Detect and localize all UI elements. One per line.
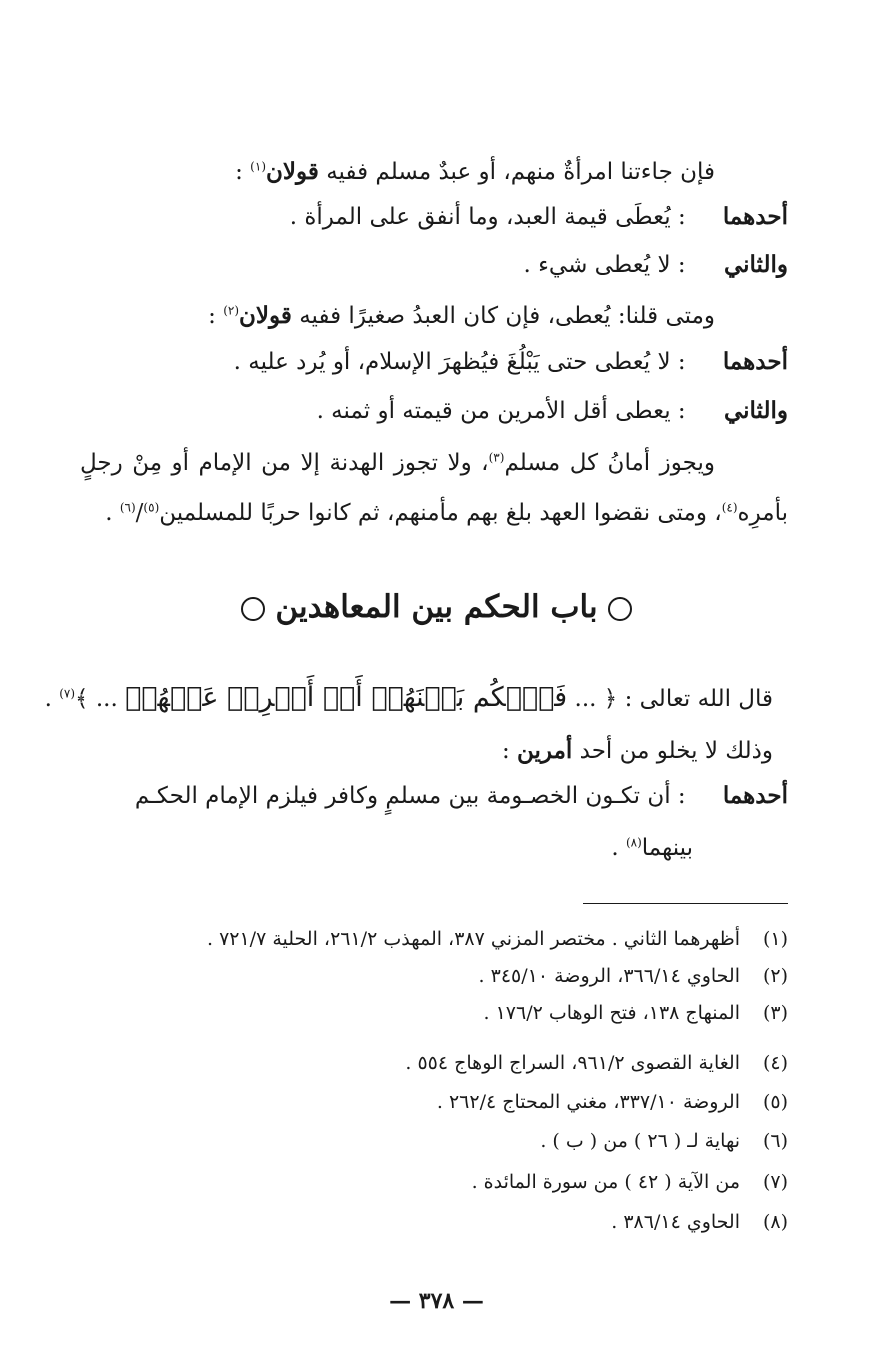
quran-bracket: ﴿ ... [574, 686, 618, 712]
text: / [135, 500, 144, 526]
quran-bracket: ... ﴾ [75, 686, 118, 712]
footnote-item [80, 1085, 788, 1119]
section-line-3 [80, 776, 788, 816]
paragraph-line-2 [80, 197, 788, 237]
bold-term: قولان [239, 302, 292, 329]
text: ، ولا تجوز الهدنة إلا من الإمام أو مِنْ رجلٍ [80, 450, 489, 476]
text: . [105, 500, 113, 526]
page-number: — ٣٧٨ — [389, 1288, 484, 1314]
footnote-text: من الآية ( ٤٢ ) من سورة المائدة . [471, 1171, 740, 1193]
footnote-ref: (٤) [721, 500, 738, 515]
paragraph-line-4 [80, 296, 715, 336]
text: : [501, 738, 510, 764]
footnote-ref: (٣) [488, 450, 505, 465]
footnote-item [80, 996, 788, 1030]
text: ويجوز أمانُ كل مسلم [504, 450, 715, 476]
text: وذلك لا يخلو من أحد [579, 738, 773, 764]
text: ومتى قلنا: يُعطى، فإن كان العبدُ صغيرًا ففيه [299, 303, 715, 329]
text: : أن تكـون الخصـومة بين مسلمٍ وكافر فيلزم الإمام الحكـم [134, 783, 686, 809]
section-line-4 [80, 828, 693, 868]
footnote-item [80, 959, 788, 993]
paragraph-line-3 [80, 245, 788, 285]
section-line-2 [80, 731, 773, 771]
footnote-ref: (٦) [119, 500, 136, 515]
text: ، ومتى نقضوا العهد بلغ بهم مأمنهم، ثم كانوا حربًا للمسلمين [159, 500, 722, 526]
footnote-number: (٦) [762, 1130, 788, 1152]
footnote-ref: (١) [250, 159, 266, 174]
lead-word: والثاني [723, 397, 788, 424]
text: : لا يُعطى شيء . [523, 252, 686, 278]
lead-word: أحدهما [722, 348, 788, 375]
lead-word: والثاني [723, 251, 788, 278]
footnote-number: (٢) [762, 965, 788, 987]
footnote-text: المنهاج ١٣٨، فتح الوهاب ١٧٦/٢ . [483, 1002, 740, 1024]
lead-word: أحدهما [722, 782, 788, 809]
text: : [235, 159, 243, 185]
text: : يُعطَى قيمة العبد، وما أنفق على المرأة . [289, 204, 686, 230]
footnote-divider [583, 903, 788, 904]
footnote-number: (١) [762, 928, 788, 950]
footnote-number: (٥) [762, 1091, 788, 1113]
heading-text: باب الحكم بين المعاهدين [275, 589, 598, 625]
footnote-ref: (٨) [625, 835, 642, 850]
bold-term: قولان [266, 158, 319, 185]
text: قال الله تعالى : [624, 686, 773, 712]
footnote-text: الروضة ٣٣٧/١٠، مغني المحتاج ٢٦٢/٤ . [436, 1091, 740, 1113]
footnote-number: (٧) [762, 1171, 788, 1193]
footnote-number: (٣) [762, 1002, 788, 1024]
paragraph-line-7 [80, 443, 715, 483]
footnote-item [80, 1165, 788, 1199]
paragraph-line-1 [80, 152, 715, 192]
footnote-item [80, 1124, 788, 1158]
text: : يعطى أقل الأمرين من قيمته أو ثمنه . [316, 398, 686, 424]
text: : [208, 303, 216, 329]
footnote-text: الحاوي ٣٦٦/١٤، الروضة ٣٤٥/١٠ . [478, 965, 740, 987]
footnote-number: (٤) [762, 1052, 788, 1074]
lead-word: أحدهما [722, 203, 788, 230]
quran-verse: فَٱحۡكُم بَيۡنَهُمۡ أَوۡ أَعۡرِضۡ عَنۡهُمۡ [125, 682, 568, 713]
footnote-text: الحاوي ٣٨٦/١٤ . [611, 1211, 740, 1233]
footnote-number: (٨) [762, 1211, 788, 1233]
circle-ornament-icon [241, 597, 265, 621]
text: . [611, 835, 619, 861]
section-line-1 [44, 678, 773, 719]
paragraph-line-5 [80, 342, 788, 382]
footnote-ref: (٧) [59, 686, 76, 701]
chapter-heading [0, 582, 873, 632]
footnote-ref: (٥) [143, 500, 160, 515]
text: بأمرِه [737, 500, 788, 526]
text: فإن جاءتنا امرأةٌ منهم، أو عبدٌ مسلم ففيه [326, 159, 715, 185]
footnote-text: أظهرهما الثاني . مختصر المزني ٣٨٧، المهذب ٢٦١/٢، الحلية ٧٢١/٧ . [206, 928, 740, 950]
footnote-item [80, 1205, 788, 1239]
bold-term: أمرين [517, 737, 573, 764]
paragraph-line-8 [80, 493, 788, 533]
text: بينهما [641, 835, 693, 861]
footnote-item [80, 1046, 788, 1080]
footnote-text: الغاية القصوى ٩٦١/٢، السراج الوهاج ٥٥٤ . [405, 1052, 740, 1074]
text: : لا يُعطى حتى يَبْلُغَ فيُظهرَ الإسلام، أو يُرد عليه . [233, 349, 686, 375]
circle-ornament-icon [608, 597, 632, 621]
text: . [44, 686, 52, 712]
footnote-item [80, 922, 788, 956]
footnote-ref: (٢) [223, 303, 240, 318]
paragraph-line-6 [80, 391, 788, 431]
footnote-text: نهاية لـ ( ٢٦ ) من ( ب ) . [540, 1130, 740, 1152]
